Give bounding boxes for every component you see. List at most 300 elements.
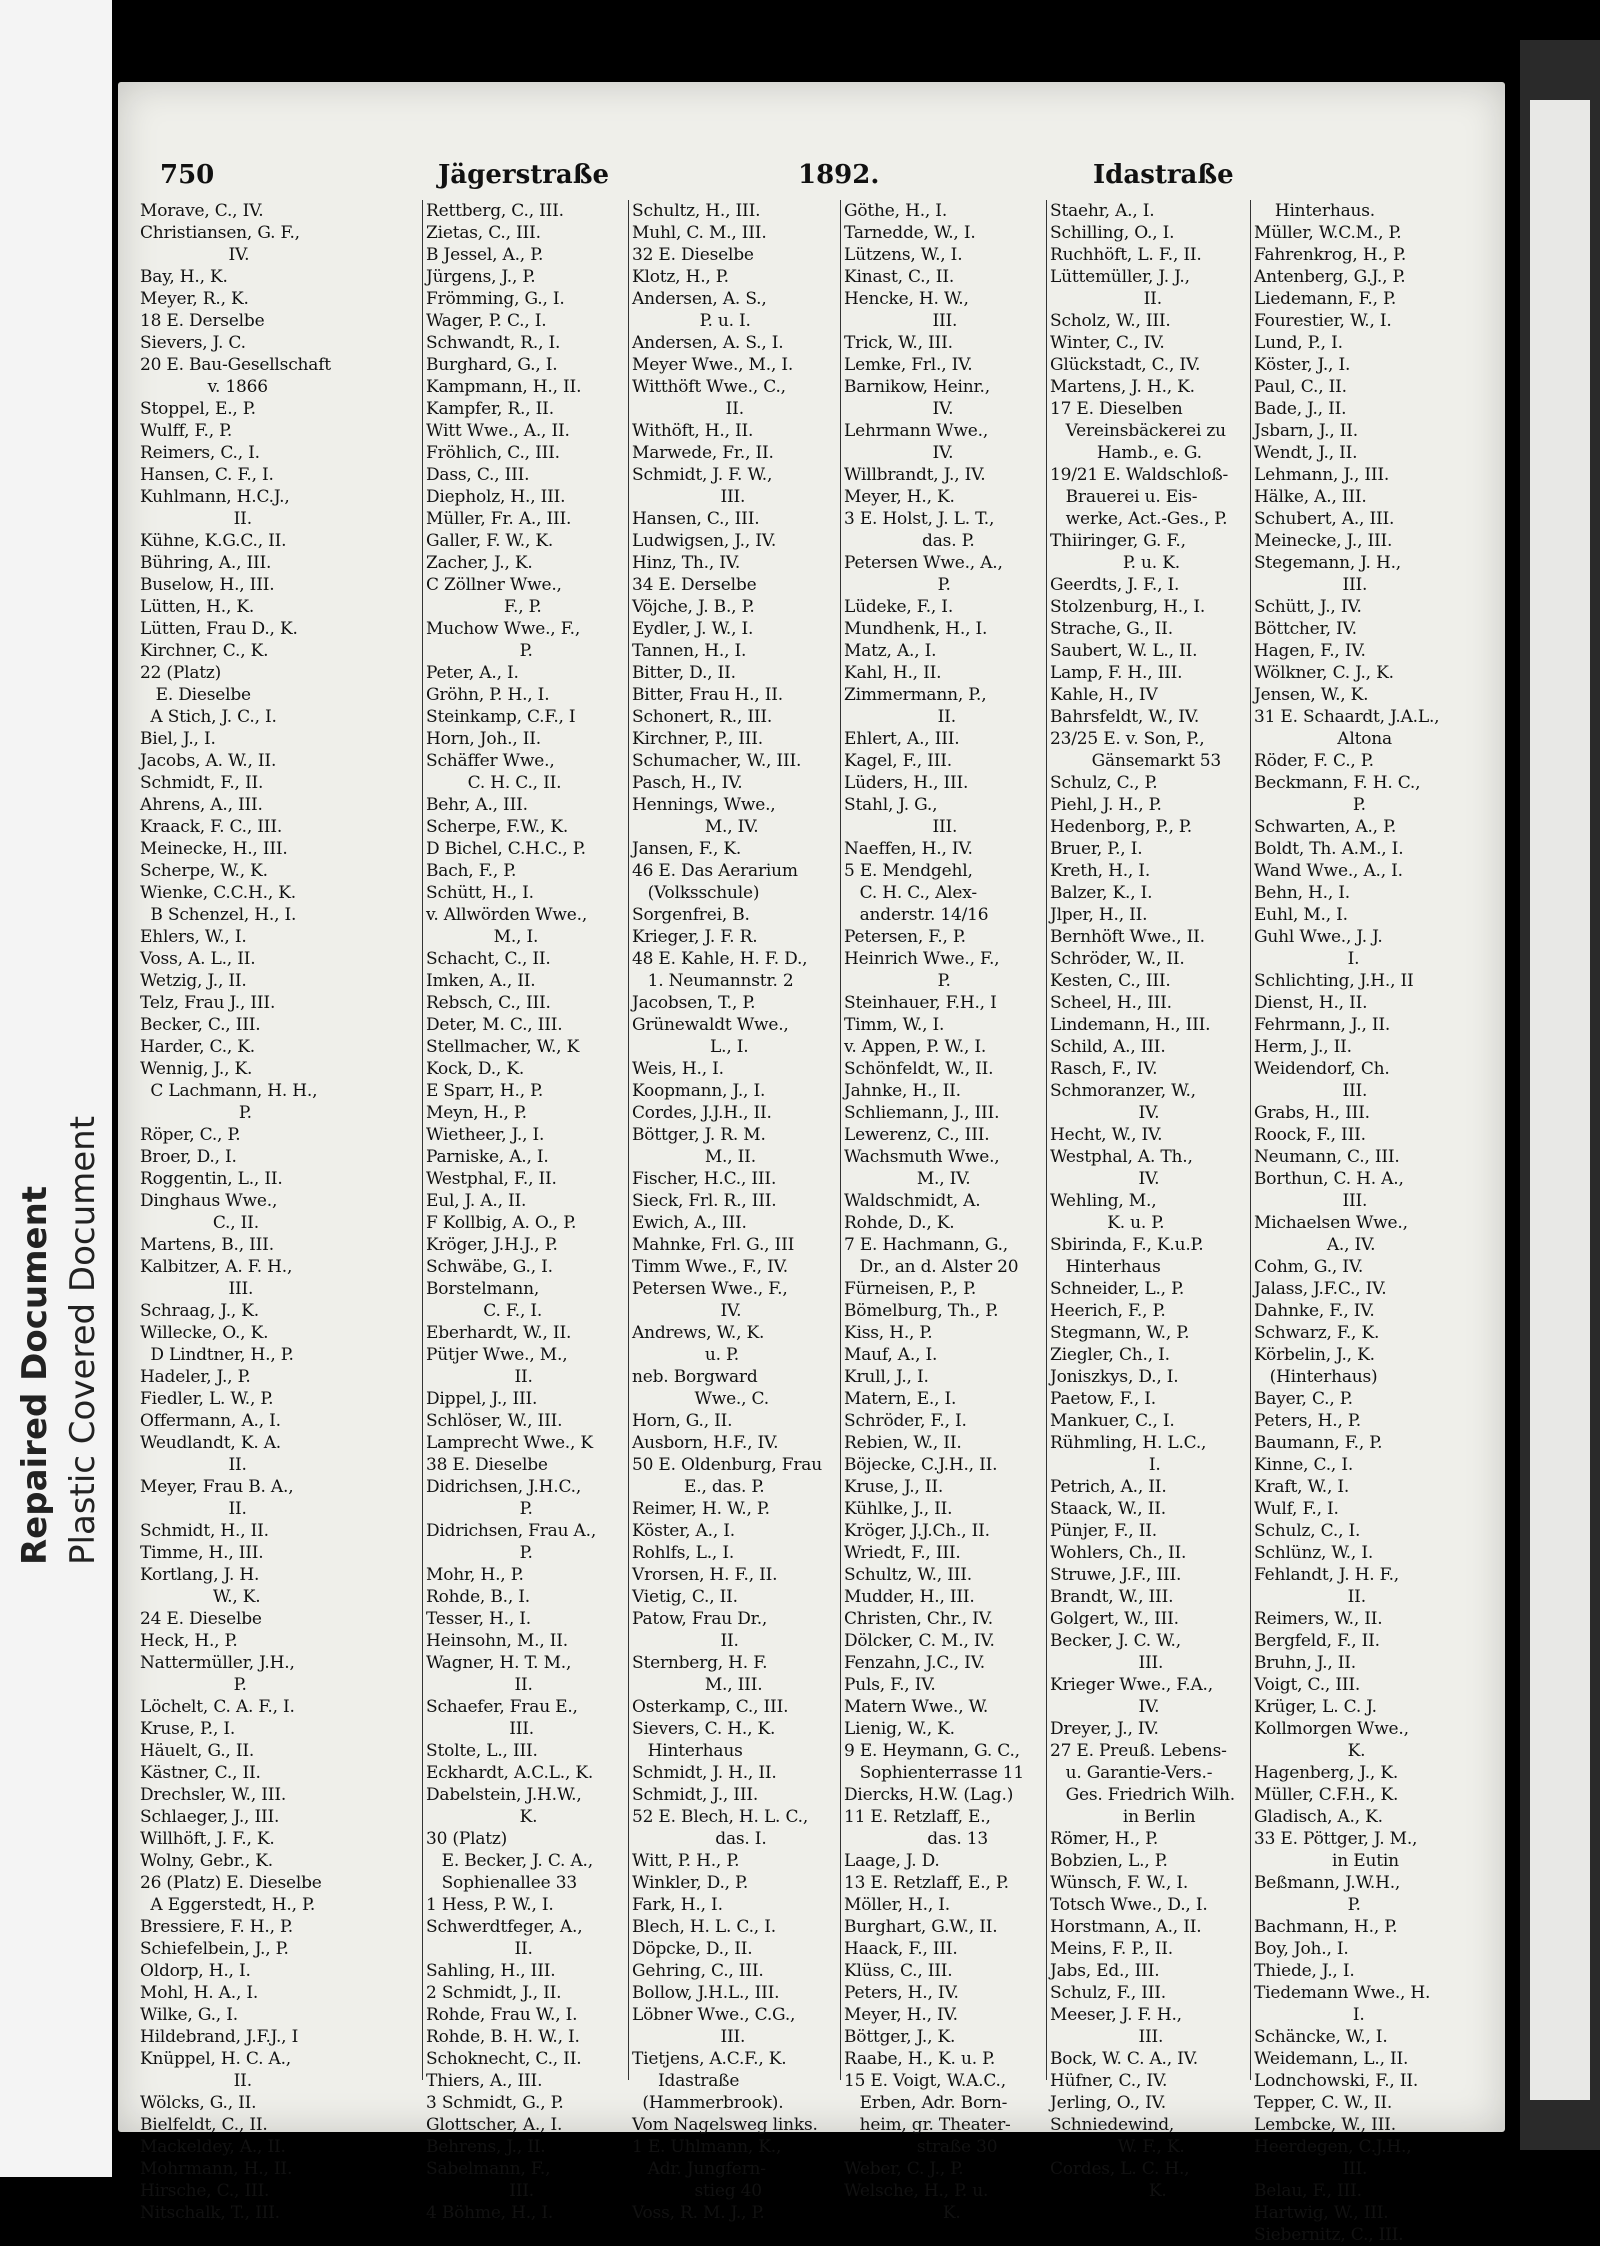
document-page <box>118 82 1505 2245</box>
directory-entry: M., IV. <box>844 1169 971 1189</box>
directory-entry: P. <box>140 1103 252 1123</box>
directory-entry: Rohlfs, L., I. <box>632 1543 735 1563</box>
directory-entry: Lüders, H., III. <box>844 773 969 793</box>
directory-entry: Witt, P. H., P. <box>632 1851 740 1871</box>
directory-entry: Schulz, F., III. <box>1050 1983 1166 2003</box>
directory-entry: Matern, E., I. <box>844 1389 957 1409</box>
directory-entry: Westphal, A. Th., <box>1050 1147 1193 1167</box>
directory-entry: E. Dieselbe <box>140 685 251 705</box>
directory-entry: Andersen, A. S., I. <box>632 333 784 353</box>
directory-entry: Knüppel, H. C. A., <box>140 2049 291 2069</box>
directory-entry: K. <box>1254 1741 1366 1761</box>
directory-entry: Lüdeke, F., I. <box>844 597 954 617</box>
directory-entry: Hartwig, W., III. <box>1254 2203 1389 2223</box>
directory-entry: Wendt, J., II. <box>1254 443 1358 463</box>
directory-entry: Schraag, J., K. <box>140 1301 260 1321</box>
directory-entry: Kruse, J., II. <box>844 1477 944 1497</box>
directory-entry: Dippel, J., III. <box>426 1389 538 1409</box>
directory-entry: Pütjer Wwe., M., <box>426 1345 568 1365</box>
directory-entry: Hüfner, C., IV. <box>1050 2071 1168 2091</box>
directory-entry: Lewerenz, C., III. <box>844 1125 990 1145</box>
directory-entry: Ehlers, W., I. <box>140 927 247 947</box>
directory-entry: Rohde, B. H. W., I. <box>426 2027 580 2047</box>
directory-entry: Gröhn, P. H., I. <box>426 685 550 705</box>
directory-entry: Diepholz, H., III. <box>426 487 566 507</box>
directory-entry: Sophienallee 33 <box>426 1873 577 1893</box>
directory-entry: Sahling, H., III. <box>426 1961 556 1981</box>
directory-entry: Andersen, A. S., <box>632 289 767 309</box>
directory-entry: Mohr, H., P. <box>426 1565 524 1585</box>
directory-entry: Tepper, C. W., II. <box>1254 2093 1393 2113</box>
directory-entry: Sophienterrasse 11 <box>844 1763 1024 1783</box>
directory-entry: Ausborn, H.F., IV. <box>632 1433 779 1453</box>
directory-entry: Dienst, H., II. <box>1254 993 1368 1013</box>
directory-entry: Eckhardt, A.C.L., K. <box>426 1763 594 1783</box>
directory-entry: Dreyer, J., IV. <box>1050 1719 1159 1739</box>
directory-entry: II. <box>140 1455 247 1475</box>
directory-entry: IV. <box>1050 1103 1160 1123</box>
directory-entry: Weber, C. J., P. <box>844 2159 964 2179</box>
directory-entry: I. <box>1050 1455 1161 1475</box>
directory-entry: Schütt, H., I. <box>426 883 534 903</box>
directory-entry: Haack, F., III. <box>844 1939 958 1959</box>
directory-entry: Bruhn, J., II. <box>1254 1653 1357 1673</box>
directory-entry: Muhl, C. M., III. <box>632 223 767 243</box>
directory-entry: Totsch Wwe., D., I. <box>1050 1895 1208 1915</box>
directory-entry: IV. <box>844 443 954 463</box>
directory-entry: Tietjens, A.C.F., K. <box>632 2049 787 2069</box>
directory-entry: Muchow Wwe., F., <box>426 619 581 639</box>
directory-entry: 20 E. Bau-Gesellschaft <box>140 355 331 375</box>
directory-entry: Schulz, C., P. <box>1050 773 1158 793</box>
directory-entry: 31 E. Schaardt, J.A.L., <box>1254 707 1440 727</box>
directory-entry: Peters, H., P. <box>1254 1411 1361 1431</box>
side-label-line1: Repaired Document <box>15 1185 55 1565</box>
directory-entry: Christen, Chr., IV. <box>844 1609 993 1629</box>
directory-entry: Schäncke, W., I. <box>1254 2027 1388 2047</box>
directory-entry: P. <box>1254 795 1366 815</box>
directory-entry: Fourestier, W., I. <box>1254 311 1392 331</box>
directory-entry: Bitter, Frau H., II. <box>632 685 784 705</box>
directory-entry: (Hinterhaus) <box>1254 1367 1378 1387</box>
directory-entry: Bach, F., P. <box>426 861 517 881</box>
directory-entry: D Lindtner, H., P. <box>140 1345 294 1365</box>
directory-entry: Altona <box>1254 729 1392 749</box>
directory-entry: II. <box>844 707 956 727</box>
directory-entry: Krull, J., I. <box>844 1367 929 1387</box>
directory-entry: L., I. <box>632 1037 749 1057</box>
directory-entry: Westphal, F., II. <box>426 1169 557 1189</box>
directory-entry: Barnikow, Heinr., <box>844 377 990 397</box>
directory-entry: 1. Neumannstr. 2 <box>632 971 794 991</box>
directory-entry: Bühring, A., III. <box>140 553 272 573</box>
directory-entry: Horn, Joh., II. <box>426 729 541 749</box>
directory-entry: Adr. Jungfern- <box>632 2159 766 2179</box>
directory-entry: Lemke, Frl., IV. <box>844 355 973 375</box>
directory-entry: Dahnke, F., IV. <box>1254 1301 1375 1321</box>
page-header <box>118 160 1505 200</box>
directory-entry: Lütten, Frau D., K. <box>140 619 298 639</box>
directory-entry: III. <box>1050 1653 1164 1673</box>
directory-entry: in Eutin <box>1254 1851 1399 1871</box>
directory-entry: III. <box>426 1719 535 1739</box>
directory-entry: Jensen, W., K. <box>1254 685 1369 705</box>
directory-entry: Hinterhaus. <box>1254 201 1376 221</box>
directory-entry: D Bichel, C.H.C., P. <box>426 839 586 859</box>
directory-entry: Schultz, W., III. <box>844 1565 972 1585</box>
year-heading: 1892. <box>798 160 880 190</box>
directory-entry: Schönfeldt, W., II. <box>844 1059 994 1079</box>
directory-entry: Hagen, F., IV. <box>1254 641 1366 661</box>
directory-entry: Schmoranzer, W., <box>1050 1081 1196 1101</box>
directory-entry: Stolte, L., III. <box>426 1741 538 1761</box>
directory-entry: B Jessel, A., P. <box>426 245 544 265</box>
directory-entry: Wünsch, F. W., I. <box>1050 1873 1189 1893</box>
directory-entry: Peters, H., IV. <box>844 1983 959 2003</box>
directory-entry: das. P. <box>844 531 975 551</box>
directory-entry: F Kollbig, A. O., P. <box>426 1213 577 1233</box>
directory-entry: Stegemann, J. H., <box>1254 553 1401 573</box>
directory-entry: Jabs, Ed., III. <box>1050 1961 1160 1981</box>
directory-entry: Guhl Wwe., J. J. <box>1254 927 1383 947</box>
directory-entry: III. <box>844 817 958 837</box>
directory-entry: Lütten, H., K. <box>140 597 255 617</box>
directory-entry: Steinhauer, F.H., I <box>844 993 997 1013</box>
directory-entry: Timm, W., I. <box>844 1015 945 1035</box>
directory-entry: Rebsch, C., III. <box>426 993 551 1013</box>
directory-entry: Burghart, G.W., II. <box>844 1917 998 1937</box>
directory-entry: Laage, J. D. <box>844 1851 940 1871</box>
directory-entry: Kuhlmann, H.C.J., <box>140 487 290 507</box>
directory-entry: K. u. P. <box>1050 1213 1165 1233</box>
directory-entry: Schmidt, J. F. W., <box>632 465 773 485</box>
directory-entry: Krieger, J. F. R. <box>632 927 758 947</box>
directory-entry: Kruse, P., I. <box>140 1719 236 1739</box>
directory-entry: Schlaeger, J., III. <box>140 1807 280 1827</box>
directory-entry: 11 E. Retzlaff, E., <box>844 1807 991 1827</box>
directory-entry: Grünewaldt Wwe., <box>632 1015 789 1035</box>
directory-entry: Diercks, H.W. (Lag.) <box>844 1785 1014 1805</box>
directory-entry: Schiefelbein, J., P. <box>140 1939 289 1959</box>
directory-entry: Sbirinda, F., K.u.P. <box>1050 1235 1204 1255</box>
directory-entry: Kröger, J.J.Ch., II. <box>844 1521 990 1541</box>
directory-entry: Kortlang, J. H. <box>140 1565 260 1585</box>
directory-entry: Gladisch, A., K. <box>1254 1807 1383 1827</box>
directory-entry: Bruer, P., I. <box>1050 839 1143 859</box>
directory-entry: Bahrsfeldt, W., IV. <box>1050 707 1200 727</box>
directory-entry: Fahrenkrog, H., P. <box>1254 245 1407 265</box>
directory-entry: Weidemann, L., II. <box>1254 2049 1409 2069</box>
directory-entry: Bollow, J.H.L., III. <box>632 1983 780 2003</box>
directory-entry: Ewich, A., III. <box>632 1213 747 1233</box>
directory-entry: Böjecke, C.J.H., II. <box>844 1455 998 1475</box>
directory-entry: Staack, W., II. <box>1050 1499 1166 1519</box>
directory-entry: Biel, J., I. <box>140 729 216 749</box>
directory-entry: Geerdts, J. F., I. <box>1050 575 1180 595</box>
directory-entry: Kalbitzer, A. F. H., <box>140 1257 293 1277</box>
directory-entry: Wolny, Gebr., K. <box>140 1851 273 1871</box>
directory-entry: Sieck, Frl. R., III. <box>632 1191 777 1211</box>
directory-entry: Schneider, L., P. <box>1050 1279 1185 1299</box>
directory-entry: 7 E. Hachmann, G., <box>844 1235 1009 1255</box>
directory-entry: Oldorp, H., I. <box>140 1961 251 1981</box>
directory-entry: Sternberg, H. F. <box>632 1653 768 1673</box>
directory-entry: III. <box>1254 2159 1368 2179</box>
directory-entry: das. I. <box>632 1829 767 1849</box>
directory-entry: P. <box>140 1675 247 1695</box>
directory-entry: Didrichsen, Frau A., <box>426 1521 597 1541</box>
directory-entry: Struwe, J.F., III. <box>1050 1565 1182 1585</box>
directory-entry: 19/21 E. Waldschloß- <box>1050 465 1229 485</box>
directory-entry: Scherpe, W., K. <box>140 861 268 881</box>
directory-entry: III. <box>1254 575 1368 595</box>
directory-entry: Borstelmann, <box>426 1279 540 1299</box>
directory-entry: III. <box>1254 1081 1368 1101</box>
directory-entry: Petersen, F., P. <box>844 927 966 947</box>
directory-entry: Mudder, H., III. <box>844 1587 975 1607</box>
directory-entry: Martens, B., III. <box>140 1235 274 1255</box>
directory-entry: Kraack, F. C., III. <box>140 817 283 837</box>
directory-entry: Schmidt, H., II. <box>140 1521 269 1541</box>
directory-entry: Galler, F. W., K. <box>426 531 554 551</box>
directory-entry: Willhöft, J. F., K. <box>140 1829 275 1849</box>
directory-entry: Timm Wwe., F., IV. <box>632 1257 788 1277</box>
directory-entry: Tarnedde, W., I. <box>844 223 976 243</box>
directory-entry: Pasch, H., IV. <box>632 773 743 793</box>
directory-entry: Löchelt, C. A. F., I. <box>140 1697 295 1717</box>
directory-entry: Behrens, J., II. <box>426 2137 546 2157</box>
directory-entry: Nattermüller, J.H., <box>140 1653 295 1673</box>
directory-entry: P. <box>844 575 951 595</box>
directory-entry: Joniszkys, D., I. <box>1050 1367 1179 1387</box>
directory-entry: Heck, H., P. <box>140 1631 238 1651</box>
directory-entry: Stellmacher, W., K <box>426 1037 580 1057</box>
directory-entry: Böttger, J., K. <box>844 2027 956 2047</box>
directory-entry: Kesten, C., III. <box>1050 971 1171 991</box>
directory-entry: Kästner, C., II. <box>140 1763 261 1783</box>
directory-entry: Reimer, H. W., P. <box>632 1499 770 1519</box>
directory-entry: Möller, H., I. <box>844 1895 950 1915</box>
directory-entry: Bachmann, H., P. <box>1254 1917 1398 1937</box>
directory-entry: C. H. C., II. <box>426 773 562 793</box>
directory-entry: P. <box>844 971 951 991</box>
directory-entry: Witthöft Wwe., C., <box>632 377 786 397</box>
directory-entry: Hälke, A., III. <box>1254 487 1367 507</box>
directory-entry: 4 Böhme, H., I. <box>426 2203 554 2223</box>
directory-entry: Fröhlich, C., III. <box>426 443 560 463</box>
directory-entry: Glottscher, A., I. <box>426 2115 563 2135</box>
directory-entry: II. <box>426 1675 533 1695</box>
directory-entry: Meyer, R., K. <box>140 289 249 309</box>
directory-entry: Bitter, D., II. <box>632 663 736 683</box>
directory-entry: Schonert, R., III. <box>632 707 773 727</box>
directory-entry: Sievers, C. H., K. <box>632 1719 776 1739</box>
directory-entry: Hansen, C., III. <box>632 509 760 529</box>
directory-entry: Kühne, K.G.C., II. <box>140 531 287 551</box>
directory-entry: Müller, Fr. A., III. <box>426 509 572 529</box>
directory-entry: neb. Borgward <box>632 1367 758 1387</box>
directory-entry: Wölcks, G., II. <box>140 2093 257 2113</box>
directory-entry: heim, gr. Theater- <box>844 2115 1011 2135</box>
directory-entry: Horstmann, A., II. <box>1050 1917 1202 1937</box>
directory-entry: Kraft, W., I. <box>1254 1477 1350 1497</box>
directory-entry: Eul, J. A., II. <box>426 1191 527 1211</box>
directory-entry: Vöjche, J. B., P. <box>632 597 755 617</box>
directory-entry: Jalass, J.F.C., IV. <box>1254 1279 1387 1299</box>
directory-entry: v. 1866 <box>140 377 268 397</box>
directory-entry: 32 E. Dieselbe <box>632 245 754 265</box>
directory-entry: 30 (Platz) <box>426 1829 508 1849</box>
directory-entry: Lamprecht Wwe., K <box>426 1433 593 1453</box>
left-street-heading: Jägerstraße <box>438 160 610 190</box>
directory-entry: Dr., an d. Alster 20 <box>844 1257 1019 1277</box>
directory-entry: C. H. C., Alex- <box>844 883 977 903</box>
directory-entry: Röper, C., P. <box>140 1125 241 1145</box>
directory-entry: Kinne, C., I. <box>1254 1455 1354 1475</box>
directory-entry: II. <box>632 399 744 419</box>
directory-entry: M., IV. <box>632 817 759 837</box>
directory-entry: E., das. P. <box>632 1477 765 1497</box>
directory-entry: v. Appen, P. W., I. <box>844 1037 987 1057</box>
directory-entry: Steinkamp, C.F., I <box>426 707 576 727</box>
directory-entry: Cohm, G., IV. <box>1254 1257 1364 1277</box>
directory-entry: Schild, A., III. <box>1050 1037 1166 1057</box>
directory-entry: Kollmorgen Wwe., <box>1254 1719 1409 1739</box>
directory-entry: Michaelsen Wwe., <box>1254 1213 1408 1233</box>
directory-entry: Jacobs, A. W., II. <box>140 751 277 771</box>
directory-entry: Fehrmann, J., II. <box>1254 1015 1391 1035</box>
directory-entry: A Eggerstedt, H., P. <box>140 1895 316 1915</box>
directory-entry: Schmidt, J., III. <box>632 1785 759 1805</box>
directory-entry: Liedemann, F., P. <box>1254 289 1397 309</box>
directory-entry: Borthun, C. H. A., <box>1254 1169 1404 1189</box>
directory-entry: Schwäbe, G., I. <box>426 1257 553 1277</box>
directory-entry: Krüger, L. C. J. <box>1254 1697 1377 1717</box>
directory-entry: Schubert, A., III. <box>1254 509 1395 529</box>
directory-entry: Hadeler, J., P. <box>140 1367 251 1387</box>
directory-entry: Lienig, W., K. <box>844 1719 955 1739</box>
directory-entry: Siebernitz, C., III. <box>1254 2225 1404 2245</box>
directory-entry: Kahl, H., II. <box>844 663 942 683</box>
directory-entry: Bernhöft Wwe., II. <box>1050 927 1205 947</box>
directory-entry: P. <box>426 641 533 661</box>
directory-entry: B Schenzel, H., I. <box>140 905 297 925</box>
directory-entry: Jlper, H., II. <box>1050 905 1148 925</box>
directory-entry: Vietig, C., II. <box>632 1587 738 1607</box>
directory-entry: Roggentin, L., II. <box>140 1169 283 1189</box>
directory-entry: Voss, R. M. J., P. <box>632 2203 765 2223</box>
directory-entry: II. <box>632 1631 739 1651</box>
directory-entry: Schaefer, Frau E., <box>426 1697 578 1717</box>
directory-entry: IV. <box>632 1301 742 1321</box>
directory-entry: Heerich, F., P. <box>1050 1301 1166 1321</box>
directory-entry: Lund, P., I. <box>1254 333 1343 353</box>
directory-entry: Meyn, H., P. <box>426 1103 527 1123</box>
directory-entry: II. <box>426 1367 533 1387</box>
directory-entry: Hildebrand, J.F.J., I <box>140 2027 299 2047</box>
directory-entry: Rebien, W., II. <box>844 1433 962 1453</box>
directory-entry: Schliemann, J., III. <box>844 1103 1000 1123</box>
directory-entry: 9 E. Heymann, G. C., <box>844 1741 1020 1761</box>
directory-entry: Meinecke, H., III. <box>140 839 288 859</box>
directory-entry: Hinz, Th., IV. <box>632 553 741 573</box>
directory-entry: Tannen, H., I. <box>632 641 747 661</box>
directory-entry: Bielfeldt, C., II. <box>140 2115 268 2135</box>
directory-entry: M., III. <box>632 1675 763 1695</box>
directory-entry: Zietas, C., III. <box>426 223 541 243</box>
directory-entry: Boy, Joh., I. <box>1254 1939 1349 1959</box>
directory-entry: F., P. <box>426 597 542 617</box>
directory-entry: Rühmling, H. L.C., <box>1050 1433 1207 1453</box>
directory-entry: Roock, F., III. <box>1254 1125 1366 1145</box>
directory-entry: Welsche, H., P. u. <box>844 2181 989 2201</box>
directory-entry: straße 30 <box>844 2137 998 2157</box>
directory-entry: Winkler, D., P. <box>632 1873 749 1893</box>
directory-entry: Zacher, J., K. <box>426 553 533 573</box>
directory-entry: Vereinsbäckerei zu <box>1050 421 1226 441</box>
directory-entry: Kirchner, C., K. <box>140 641 269 661</box>
directory-entry: Lüttemüller, J. J., <box>1050 267 1190 287</box>
directory-entry: Broer, D., I. <box>140 1147 237 1167</box>
directory-entry: C Zöllner Wwe., <box>426 575 562 595</box>
directory-entry: Blech, H. L. C., I. <box>632 1917 776 1937</box>
directory-entry: Thiers, A., III. <box>426 2071 543 2091</box>
directory-entry: Schwarz, F., K. <box>1254 1323 1380 1343</box>
directory-entry: Petersen Wwe., A., <box>844 553 1003 573</box>
directory-entry: Jerling, O., IV. <box>1050 2093 1166 2113</box>
directory-entry: Ehlert, A., III. <box>844 729 960 749</box>
directory-entry: IV. <box>1050 1697 1160 1717</box>
directory-entry: Bobzien, L., P. <box>1050 1851 1168 1871</box>
directory-entry: 46 E. Das Aerarium <box>632 861 798 881</box>
directory-entry: Petersen Wwe., F., <box>632 1279 788 1299</box>
directory-entry: Becker, C., III. <box>140 1015 261 1035</box>
directory-entry: Harder, C., K. <box>140 1037 256 1057</box>
directory-entry: P. u. K. <box>1050 553 1180 573</box>
directory-entry: Bömelburg, Th., P. <box>844 1301 999 1321</box>
directory-entry: II. <box>140 509 252 529</box>
directory-entry: Meyer, H., K. <box>844 487 955 507</box>
directory-entry: stieg 40 <box>632 2181 762 2201</box>
directory-entry: Stahl, J. G., <box>844 795 938 815</box>
page-number: 750 <box>160 160 215 190</box>
directory-entry: Sorgenfrei, B. <box>632 905 750 925</box>
directory-entry: C Lachmann, H. H., <box>140 1081 318 1101</box>
directory-entry: Schwerdtfeger, A., <box>426 1917 583 1937</box>
directory-entry: Offermann, A., I. <box>140 1411 281 1431</box>
directory-entry: Mahnke, Frl. G., III <box>632 1235 795 1255</box>
directory-entry: Mackeldey, A., II. <box>140 2137 286 2157</box>
directory-entry: Lehrmann Wwe., <box>844 421 989 441</box>
directory-entry: Kröger, J.H.J., P. <box>426 1235 558 1255</box>
directory-entry: 34 E. Derselbe <box>632 575 757 595</box>
directory-entry: W. F., K. <box>1050 2137 1185 2157</box>
directory-entry: Peter, A., I. <box>426 663 519 683</box>
directory-entry: IV. <box>140 245 250 265</box>
directory-entry: C., II. <box>140 1213 259 1233</box>
side-label <box>15 665 125 1565</box>
directory-entry: Behr, A., III. <box>426 795 528 815</box>
directory-entry: 22 (Platz) <box>140 663 222 683</box>
directory-entry: Andrews, W., K. <box>632 1323 765 1343</box>
directory-entry: Müller, C.F.H., K. <box>1254 1785 1399 1805</box>
directory-entry: Willecke, O., K. <box>140 1323 269 1343</box>
directory-entry: Hencke, H. W., <box>844 289 969 309</box>
directory-entry: 50 E. Oldenburg, Frau <box>632 1455 822 1475</box>
directory-entry: P. u. I. <box>632 311 751 331</box>
directory-entry: 23/25 E. v. Son, P., <box>1050 729 1205 749</box>
directory-entry: III. <box>426 2181 535 2201</box>
